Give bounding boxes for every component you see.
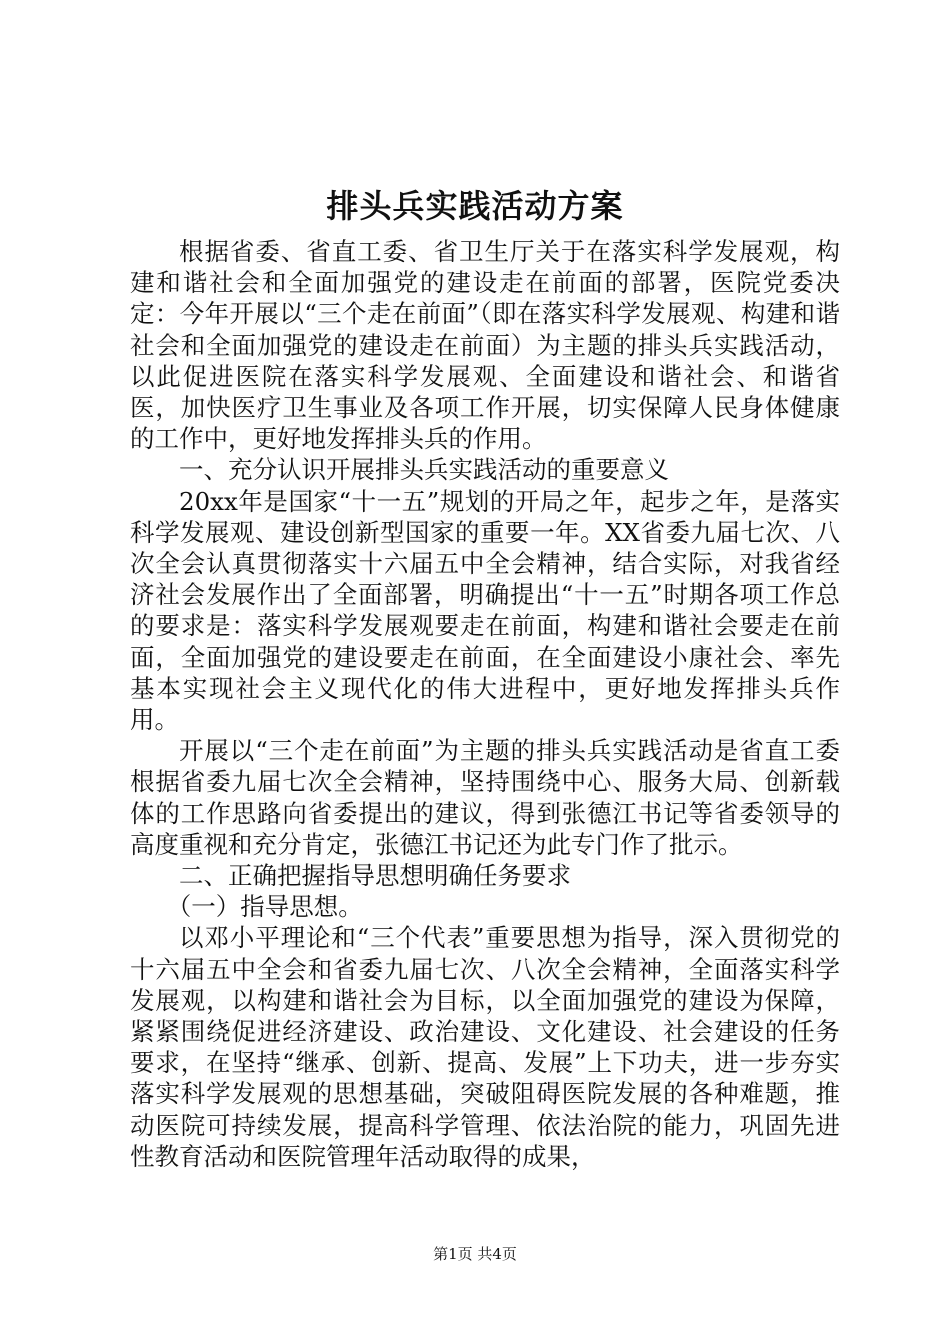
document-title: 排头兵实践活动方案	[326, 187, 624, 225]
subsection-heading-1: （一）指导思想。	[166, 892, 363, 922]
section-heading-2: 二、正确把握指导思想明确任务要求	[179, 861, 571, 891]
paragraph-significance-2: 开展以“三个走在前面”为主题的排头兵实践活动是省直工委根据省委九届七次全会精神，坚持围绕中心、服务大局、创新载体的工作思路向省委提出的建议，得到张德江书记等省委领导的高度重视和充分肯定，张德江书记还为此专门作了批示。	[130, 736, 840, 859]
document-body	[130, 236, 840, 1172]
page-number: 第1页 共4页	[433, 1245, 517, 1263]
paragraph-guiding-thought: 以邓小平理论和“三个代表”重要思想为指导，深入贯彻党的十六届五中全会和省委九届七次、八次全会精神，全面落实科学发展观，以构建和谐社会为目标，以全面加强党的建设为保障，紧紧围绕促进经济建设、政治建设、文化建设、社会建设的任务要求，在坚持“继承、创新、提高、发展”上下功夫，进一步夯实落实科学发展观的思想基础，突破阻碍医院发展的各种难题，推动医院可持续发展，提高科学管理、依法治院的能力，巩固先进性教育活动和医院管理年活动取得的成果，	[130, 923, 840, 1171]
paragraph-intro: 根据省委、省直工委、省卫生厅关于在落实科学发展观，构建和谐社会和全面加强党的建设走在前面的部署，医院党委决定：今年开展以“三个走在前面”（即在落实科学发展观、构建和谐社会和全面加强党的建设走在前面）为主题的排头兵实践活动，以此促进医院在落实科学发展观、全面建设和谐社会、和谐省医，加快医疗卫生事业及各项工作开展，切实保障人民身体健康的工作中，更好地发挥排头兵的作用。	[130, 237, 840, 454]
paragraph-significance-1: 20xx年是国家“十一五”规划的开局之年，起步之年，是落实科学发展观、建设创新型国家的重要一年。XX省委九届七次、八次全会认真贯彻落实十六届五中全会精神，结合实际，对我省经济社会发展作出了全面部署，明确提出“十一五”时期各项工作总的要求是：落实科学发展观要走在前面，构建和谐社会要走在前面，全面加强党的建设要走在前面，在全面建设小康社会、率先基本实现社会主义现代化的伟大进程中，更好地发挥排头兵作用。	[130, 486, 840, 735]
section-heading-1: 一、充分认识开展排头兵实践活动的重要意义	[179, 455, 669, 485]
